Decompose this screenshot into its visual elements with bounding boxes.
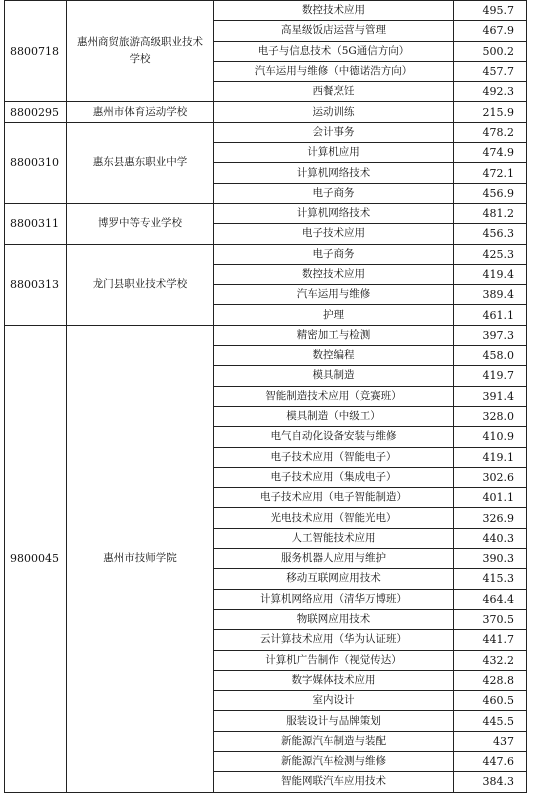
major-name-cell: 数控技术应用 <box>214 264 454 284</box>
major-name-cell: 电子技术应用 <box>214 224 454 244</box>
score-cell: 478.2 <box>454 122 527 142</box>
score-cell: 440.3 <box>454 528 527 548</box>
score-cell: 481.2 <box>454 203 527 223</box>
score-cell: 441.7 <box>454 630 527 650</box>
score-cell: 460.5 <box>454 691 527 711</box>
school-code-cell: 8800313 <box>5 244 67 325</box>
major-name-cell: 光电技术应用（智能光电） <box>214 508 454 528</box>
admission-score-table <box>4 0 527 793</box>
major-name-cell: 运动训练 <box>214 102 454 122</box>
school-code-cell: 8800718 <box>5 1 67 102</box>
major-name-cell: 计算机广告制作（视觉传达） <box>214 650 454 670</box>
score-cell: 495.7 <box>454 1 527 21</box>
major-name-cell: 服务机器人应用与维护 <box>214 549 454 569</box>
major-name-cell: 汽车运用与维修（中德诺浩方向） <box>214 61 454 81</box>
major-name-cell: 新能源汽车制造与装配 <box>214 731 454 751</box>
score-cell: 437 <box>454 731 527 751</box>
major-name-cell: 新能源汽车检测与维修 <box>214 751 454 771</box>
major-name-cell: 服装设计与品牌策划 <box>214 711 454 731</box>
school-code-cell: 9800045 <box>5 325 67 792</box>
major-name-cell: 电子商务 <box>214 183 454 203</box>
score-cell: 391.4 <box>454 386 527 406</box>
major-name-cell: 人工智能技术应用 <box>214 528 454 548</box>
score-cell: 445.5 <box>454 711 527 731</box>
major-name-cell: 物联网应用技术 <box>214 609 454 629</box>
table-row <box>5 244 527 264</box>
table-row <box>5 1 527 21</box>
score-cell: 492.3 <box>454 82 527 102</box>
score-cell: 419.4 <box>454 264 527 284</box>
score-cell: 415.3 <box>454 569 527 589</box>
major-name-cell: 电子商务 <box>214 244 454 264</box>
score-cell: 432.2 <box>454 650 527 670</box>
major-name-cell: 智能制造技术应用（竞赛班） <box>214 386 454 406</box>
school-code-cell: 8800311 <box>5 203 67 244</box>
major-name-cell: 电气自动化设备安装与维修 <box>214 427 454 447</box>
major-name-cell: 高星级饭店运营与管理 <box>214 21 454 41</box>
score-cell: 326.9 <box>454 508 527 528</box>
score-cell: 419.7 <box>454 366 527 386</box>
major-name-cell: 移动互联网应用技术 <box>214 569 454 589</box>
score-cell: 302.6 <box>454 467 527 487</box>
score-cell: 384.3 <box>454 772 527 792</box>
score-cell: 472.1 <box>454 163 527 183</box>
school-code-cell: 8800310 <box>5 122 67 203</box>
major-name-cell: 电子技术应用（智能电子） <box>214 447 454 467</box>
score-cell: 500.2 <box>454 41 527 61</box>
score-cell: 447.6 <box>454 751 527 771</box>
table-body <box>5 1 527 793</box>
major-name-cell: 智能网联汽车应用技术 <box>214 772 454 792</box>
score-cell: 397.3 <box>454 325 527 345</box>
score-cell: 419.1 <box>454 447 527 467</box>
major-name-cell: 数字媒体技术应用 <box>214 670 454 690</box>
school-code-cell: 8800295 <box>5 102 67 122</box>
table-row <box>5 325 527 345</box>
score-cell: 467.9 <box>454 21 527 41</box>
major-name-cell: 模具制造（中级工） <box>214 406 454 426</box>
school-name-cell: 惠州市技师学院 <box>67 325 214 792</box>
major-name-cell: 数控编程 <box>214 346 454 366</box>
school-name-cell: 惠东县惠东职业中学 <box>67 122 214 203</box>
score-cell: 464.4 <box>454 589 527 609</box>
major-name-cell: 会计事务 <box>214 122 454 142</box>
score-cell: 215.9 <box>454 102 527 122</box>
school-name-cell: 博罗中等专业学校 <box>67 203 214 244</box>
major-name-cell: 计算机网络技术 <box>214 203 454 223</box>
table-row <box>5 122 527 142</box>
score-cell: 401.1 <box>454 488 527 508</box>
score-cell: 410.9 <box>454 427 527 447</box>
major-name-cell: 模具制造 <box>214 366 454 386</box>
table-row <box>5 102 527 122</box>
major-name-cell: 汽车运用与维修 <box>214 285 454 305</box>
table-row <box>5 203 527 223</box>
score-cell: 328.0 <box>454 406 527 426</box>
school-name-cell: 龙门县职业技术学校 <box>67 244 214 325</box>
major-name-cell: 计算机应用 <box>214 143 454 163</box>
score-cell: 390.3 <box>454 549 527 569</box>
score-cell: 428.8 <box>454 670 527 690</box>
major-name-cell: 数控技术应用 <box>214 1 454 21</box>
score-cell: 456.3 <box>454 224 527 244</box>
major-name-cell: 电子与信息技术（5G通信方向） <box>214 41 454 61</box>
major-name-cell: 室内设计 <box>214 691 454 711</box>
score-cell: 389.4 <box>454 285 527 305</box>
score-cell: 425.3 <box>454 244 527 264</box>
major-name-cell: 云计算技术应用（华为认证班） <box>214 630 454 650</box>
major-name-cell: 计算机网络技术 <box>214 163 454 183</box>
major-name-cell: 西餐烹饪 <box>214 82 454 102</box>
score-cell: 461.1 <box>454 305 527 325</box>
score-cell: 458.0 <box>454 346 527 366</box>
score-cell: 457.7 <box>454 61 527 81</box>
score-cell: 370.5 <box>454 609 527 629</box>
major-name-cell: 电子技术应用（集成电子） <box>214 467 454 487</box>
major-name-cell: 电子技术应用（电子智能制造） <box>214 488 454 508</box>
score-cell: 474.9 <box>454 143 527 163</box>
major-name-cell: 护理 <box>214 305 454 325</box>
major-name-cell: 精密加工与检测 <box>214 325 454 345</box>
score-cell: 456.9 <box>454 183 527 203</box>
major-name-cell: 计算机网络应用（清华万博班） <box>214 589 454 609</box>
school-name-cell: 惠州市体育运动学校 <box>67 102 214 122</box>
school-name-cell: 惠州商贸旅游高级职业技术学校 <box>67 1 214 102</box>
